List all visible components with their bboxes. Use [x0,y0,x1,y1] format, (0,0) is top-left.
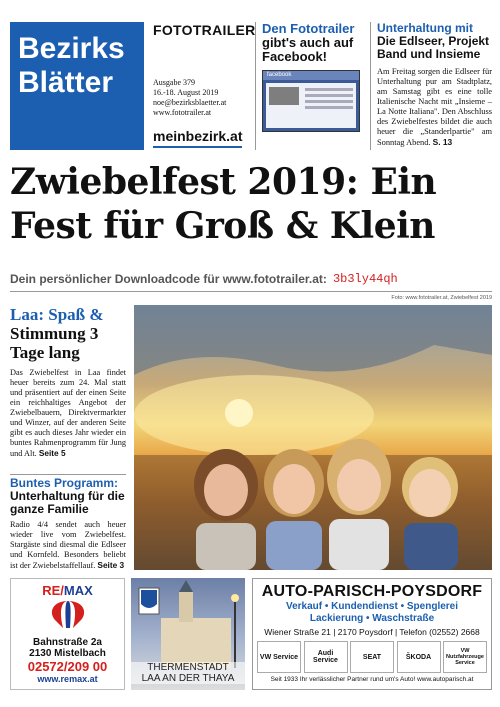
fototrailer-info [153,22,256,150]
brand-logos [257,641,487,673]
remax-ad[interactable] [10,578,125,690]
program-article[interactable] [10,474,126,571]
entertainment-teaser[interactable] [370,22,492,150]
divider [10,291,492,292]
main-article-headline [10,305,126,362]
auto-parisch-services-1: Verkauf • Kundendienst • Spenglerei [285,601,459,612]
vw-nutzfahrzeuge-logo: VW Nutzfahrzeuge Service [443,641,487,673]
main-headline: Zwiebelfest 2019: Ein Fest für Groß & Klein [10,161,437,247]
contact-web[interactable]: www.fototrailer.at [153,108,212,117]
seat-logo: SEAT [350,641,394,673]
children-sunset-photo [134,305,492,570]
auto-parisch-address: Wiener Straße 21 | 2170 Poysdorf | Telefon (02552) 2668 [264,627,480,637]
remax-address: Bahnstraße 2a 2130 Mistelbach [29,637,106,659]
remax-logo: RE/MAX [42,583,93,598]
facebook-teaser-headline [262,22,365,64]
issue-dates: 16.-18. August 2019 [153,88,219,97]
bezirksblaetter-logo[interactable] [10,22,144,150]
facebook-label: facebook [267,72,292,78]
entertainment-teaser-line1: Unterhaltung mit [377,21,473,35]
audi-service-logo: Audi Service [304,641,348,673]
download-code-row [10,272,492,286]
download-code-label: Dein persönlicher Downloadcode für www.fototrailer.at: [10,272,327,286]
section-title: FOTOTRAILER [153,22,256,38]
facebook-teaser[interactable] [255,22,365,150]
main-article-line2: Stimmung 3 Tage lang [10,324,99,362]
download-code[interactable]: 3b3ly44qh [332,272,398,286]
hot-air-balloon-icon [43,600,93,630]
page-text-lines [305,88,353,91]
contact-email[interactable]: noe@bezirksblaetter.at [153,98,227,107]
program-article-page-ref: Seite 3 [97,560,125,570]
auto-parisch-ad[interactable] [252,578,492,690]
meinbezirk-link[interactable]: meinbezirk.at [153,128,243,144]
issue-meta [153,78,248,118]
main-article-page-ref: Seite 5 [38,448,66,458]
laa-slogan: THERMENSTADT LAA AN DER THAYA [131,662,245,684]
facebook-screenshot-image [262,70,360,132]
page-photo [269,87,299,105]
auto-parisch-title: AUTO-PARISCH-POYSDORF [261,583,483,600]
skoda-logo: ŠKODA [397,641,441,673]
program-article-line2: Unterhaltung für die ganze Familie [10,489,125,516]
logo-line2: Blätter [18,66,114,99]
vw-service-logo: VW Service [257,641,301,673]
program-article-headline [10,477,126,516]
main-article[interactable] [10,305,126,459]
facebook-teaser-line2: gibt's auch auf Facebook! [262,35,354,64]
entertainment-teaser-line2: Die Edlseer, Projekt Band und Insieme [377,34,490,61]
photo-credit: Foto: www.fototrailer.at, Zwiebelfest 2019 [391,295,492,301]
entertainment-teaser-body: Am Freitag sorgen die Edlseer für Unterhaltung pur am Stadtplatz, am Samstag gibt es eine tolle Italienische Nacht mit „Insieme – La Notte Italiana". Den Abschluss des Zwiebelfestes bildet die auch heuer die „Standerlpartie" am Sonntag Abend. S. 13 [377,67,492,147]
main-article-line1: Laa: Spaß & [10,305,104,324]
remax-phone[interactable]: 02572/209 00 [27,659,108,674]
program-article-body: Radio 4/4 sendet auch heuer wieder live vom Zwiebelfest. Stargäste sind diesmal die Edlseer und Kornfeld. Besonders beliebt ist der Zwiebelstaffellauf. Seite 3 [10,520,126,570]
thermenstadt-laa-ad[interactable] [131,578,245,690]
issue-number: Ausgabe 379 [153,78,195,87]
program-article-line1: Buntes Programm: [10,476,119,490]
page-ref: S. 13 [432,137,453,147]
facebook-teaser-line1: Den Fototrailer [262,21,355,36]
auto-parisch-web[interactable]: www.autoparisch.at [417,676,474,683]
remax-web[interactable]: www.remax.at [37,674,98,684]
logo-line1: Bezirks [18,32,125,65]
main-article-body: Das Zwiebelfest in Laa findet heuer bereits zum 24. Mal statt und präsentiert auf der einen Seite ein reichhaltiges Angebot der Zwiebelbauern, Direktvermarkter und Winzer, auf der anderen Seite gibt es auch dieses Jahr wieder ein buntes Rahmenprogramm für Jung und Alt. Seite 5 [10,368,126,458]
entertainment-teaser-headline [377,22,492,61]
auto-parisch-services-2: Lackierung • Waschstraße [309,613,435,624]
photo-illustration [134,305,492,570]
auto-parisch-footer: Seit 1933 Ihr verlässlicher Partner rund um's Auto! www.autoparisch.at [270,676,474,683]
